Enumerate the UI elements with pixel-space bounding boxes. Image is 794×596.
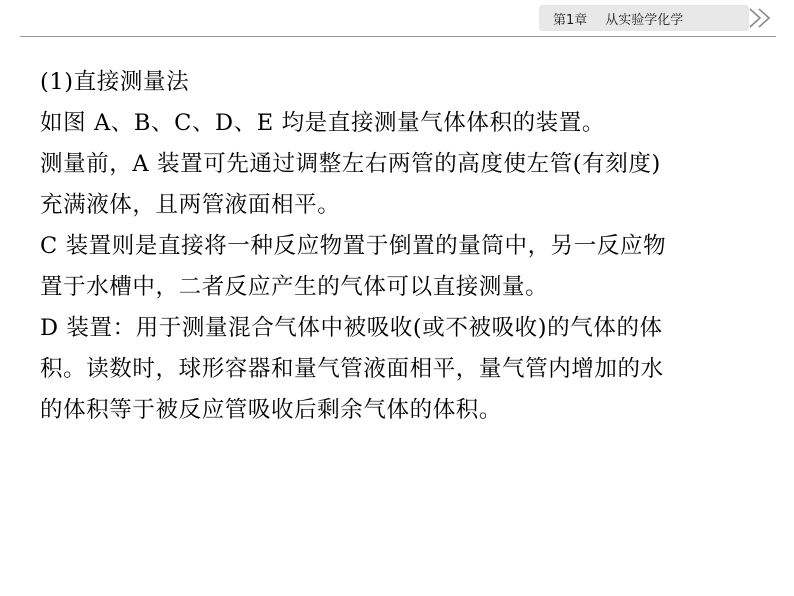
section-heading: (1)直接测量法: [40, 69, 190, 95]
double-chevron-right-icon: [746, 6, 780, 30]
header-divider: [20, 36, 776, 37]
paragraph-line: 如图 A、B、C、D、E 均是直接测量气体体积的装置。: [40, 110, 605, 136]
page-header: [0, 0, 794, 40]
chapter-tag: [539, 5, 749, 31]
paragraph-line: 置于水槽中，二者反应产生的气体可以直接测量。: [40, 274, 549, 300]
paragraph-line: 的体积等于被反应管吸收后剩余气体的体积。: [40, 397, 503, 423]
paragraph-line: D 装置：用于测量混合气体中被吸收(或不被吸收)的气体的体: [40, 315, 663, 341]
paragraph-line: 测量前，A 装置可先通过调整左右两管的高度使左管(有刻度): [40, 151, 661, 177]
chapter-number: 第1章: [553, 12, 588, 28]
paragraph-line: 充满液体，且两管液面相平。: [40, 192, 341, 218]
chapter-title: 从实验学化学: [605, 12, 684, 28]
paragraph-line: 积。读数时，球形容器和量气管液面相平，量气管内增加的水: [40, 356, 664, 382]
paragraph-line: C 装置则是直接将一种反应物置于倒置的量筒中，另一反应物: [40, 233, 667, 259]
body-text: [40, 62, 770, 431]
